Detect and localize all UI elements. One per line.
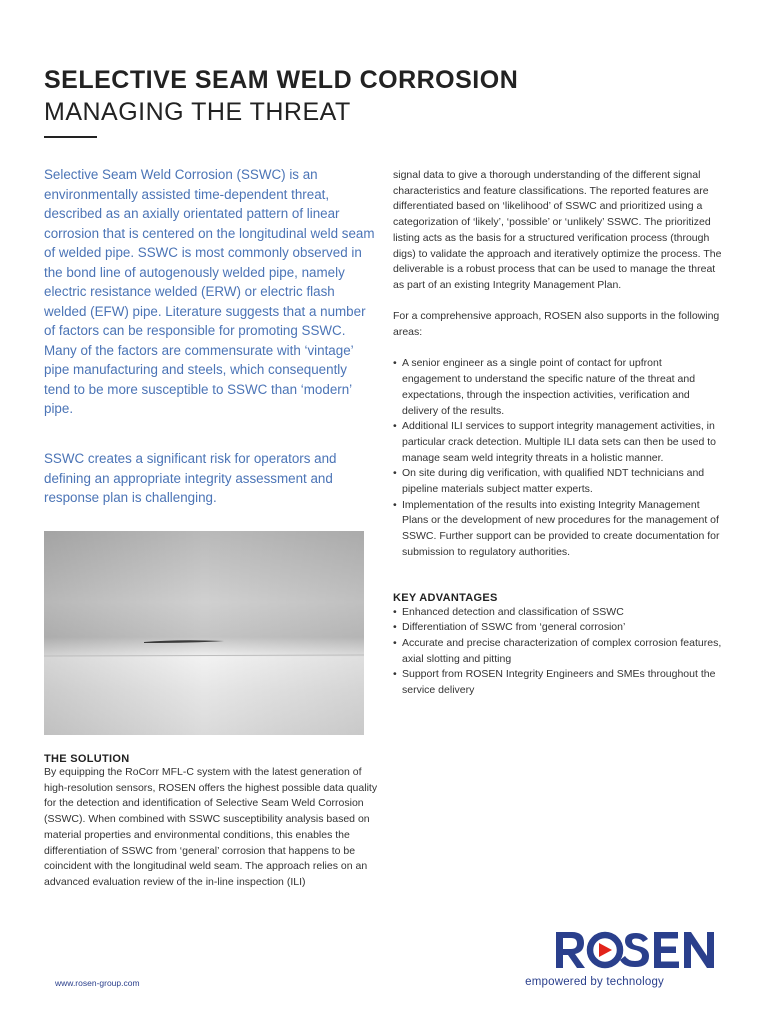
- list-item: • A senior engineer as a single point of contact for upfront engagement to understand the specific nature of the threat and expectations, through the inspection activities, verification and delivery of the results.: [393, 356, 723, 419]
- solution-section: [44, 753, 379, 891]
- intro-paragraph: Selective Seam Weld Corrosion (SSWC) is an environmentally assisted time-dependent threat, described as an axially orientated pattern of linear corrosion that is centered on the longitudinal weld seam of welded pipe. SSWC is most commonly observed in the bond line of autogenously welded pipe, namely electric resistance welded (ERW) or electric flash welded (EFW) pipe. Literature suggests that a number of factors can be responsible for promoting SSWC. Many of the factors are commensurate with ‘vintage’ pipe manufacturing and steels, which consequently tend to be more susceptible to SSWC than ‘modern’ pipe.: [44, 167, 375, 416]
- website-link[interactable]: www.rosen-group.com: [55, 978, 140, 988]
- solution-text: By equipping the RoCorr MFL-C system with the latest generation of high-resolution sensors, ROSEN offers the highest possible data quality for the detection and identification of Selective Seam Weld Corrosion (SSWC). When combined with SSWC susceptibility analysis based on material properties and environmental conditions, this enables the differentiation of SSWC from ‘general’ corrosion that happens to be coincident with the longitudinal weld seam. The approach relies on an advanced evaluation review of the in-line inspection (ILI): [44, 766, 378, 888]
- key-advantages-section: [393, 592, 723, 699]
- key-advantages-heading: KEY ADVANTAGES: [393, 591, 498, 604]
- weld-seam-photo: [44, 531, 364, 735]
- right-paragraph-2: For a comprehensive approach, ROSEN also supports in the following areas:: [393, 310, 720, 339]
- list-item: • Additional ILI services to support integrity management activities, in particular crack detection. Multiple ILI data sets can then be used to manage seam weld integrity threats in a holistic manner.: [393, 419, 723, 466]
- list-item: • On site during dig verification, with qualified NDT technicians and pipeline materials subject matter experts.: [393, 466, 723, 497]
- right-column: [393, 168, 723, 699]
- page-title: SELECTIVE SEAM WELD CORROSION: [44, 66, 519, 94]
- solution-heading: THE SOLUTION: [44, 753, 130, 765]
- list-item: • Accurate and precise characterization of complex corrosion features, axial slotting and pitting: [393, 636, 723, 667]
- rosen-logo: [554, 928, 716, 972]
- title-divider: [44, 136, 97, 138]
- page-subtitle: MANAGING THE THREAT: [44, 98, 351, 126]
- intro-paragraph-2: SSWC creates a significant risk for operators and defining an appropriate integrity assessment and response plan is challenging.: [44, 451, 337, 505]
- list-item: • Enhanced detection and classification of SSWC: [393, 605, 723, 621]
- brand-tagline: empowered by technology: [525, 976, 664, 988]
- list-item: • Implementation of the results into existing Integrity Management Plans or the development of new procedures for the management of SSWC. Further support can be provided to create documentation for submission to regulatory authorities.: [393, 498, 723, 561]
- list-item: • Differentiation of SSWC from ‘general corrosion’: [393, 620, 723, 636]
- support-list: [393, 356, 723, 560]
- advantages-list: [393, 605, 723, 699]
- list-item: • Support from ROSEN Integrity Engineers and SMEs throughout the service delivery: [393, 667, 723, 698]
- right-paragraph-1: signal data to give a thorough understanding of the different signal characteristics and feature classifications. The reported features are differentiated based on ‘likelihood’ of SSWC and prioritized using a categorization of ‘likely’, ‘possible’ or ‘unlikely’ SSWC. The prioritized listing acts as the basis for a structured verification process (through digs) to validate the approach and iteratively optimize the process. The deliverable is a robust process that can be used to manage the threat as part of an existing Integrity Management Plan.: [393, 169, 722, 291]
